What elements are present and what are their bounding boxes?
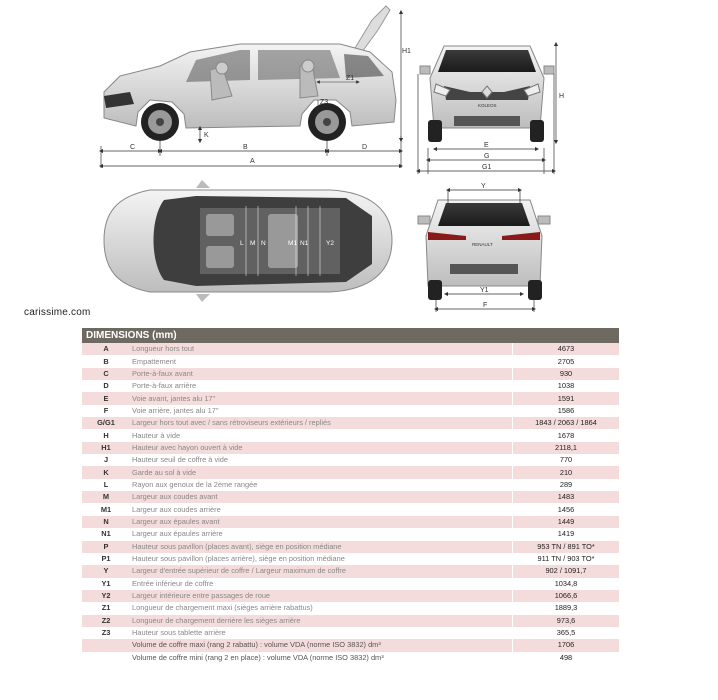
cell-label: Garde au sol à vide: [130, 466, 513, 478]
dim-label-g: G: [484, 153, 490, 160]
cell-code: N: [82, 516, 130, 528]
table-row: [82, 627, 619, 639]
cell-value: 498: [513, 652, 620, 664]
cell-code: M1: [82, 503, 130, 515]
cell-label: Porte-à-faux arrière: [130, 380, 513, 392]
cell-label: Rayon aux genoux de la 2ème rangée: [130, 479, 513, 491]
cell-value: 1586: [513, 405, 620, 417]
cell-code: Y2: [82, 590, 130, 602]
cell-code: [82, 652, 130, 664]
dim-label-y2: Y2: [326, 240, 334, 247]
dim-label-l: L: [240, 240, 244, 247]
table-row: [82, 429, 619, 441]
cell-value: 770: [513, 454, 620, 466]
table-row: [82, 442, 619, 454]
cell-code: L: [82, 479, 130, 491]
dim-label-m: M: [250, 240, 256, 247]
cell-value: 4673: [513, 343, 620, 355]
table-row: [82, 368, 619, 380]
dim-label-h: H: [559, 93, 565, 100]
cell-label: Largeur aux coudes arrière: [130, 503, 513, 515]
cell-code: D: [82, 380, 130, 392]
cell-value: 911 TN / 903 TO*: [513, 553, 620, 565]
cell-value: 1449: [513, 516, 620, 528]
cell-label: Largeur aux épaules avant: [130, 516, 513, 528]
cell-label: Volume de coffre mini (rang 2 en place) : volume VDA (norme ISO 3832) dm³: [130, 652, 513, 664]
cell-value: 2118,1: [513, 442, 620, 454]
cell-value: 2705: [513, 355, 620, 367]
table-row: [82, 516, 619, 528]
table-row: [82, 639, 619, 651]
cell-label: Longueur de chargement maxi (sièges arrière rabattus): [130, 602, 513, 614]
rear-view-car: [418, 200, 550, 300]
cell-label: Largeur aux épaules arrière: [130, 528, 513, 540]
table-row: [82, 343, 619, 355]
table-row: [82, 602, 619, 614]
cell-label: Largeur d'entrée supérieur de coffre / Largeur maximum de coffre: [130, 565, 513, 577]
cell-value: 1706: [513, 639, 620, 651]
rear-badge: RENAULT: [472, 242, 493, 247]
cell-label: Longueur hors tout: [130, 343, 513, 355]
cell-label: Empattement: [130, 355, 513, 367]
dim-label-y: Y: [481, 183, 486, 190]
cell-value: 1456: [513, 503, 620, 515]
cell-code: P: [82, 541, 130, 553]
cell-label: Entrée inférieur de coffre: [130, 578, 513, 590]
cell-value: 902 / 1091,7: [513, 565, 620, 577]
dim-label-c: C: [130, 144, 136, 151]
cell-value: 1038: [513, 380, 620, 392]
table-row: [82, 454, 619, 466]
cell-label: Hauteur seuil de coffre à vide: [130, 454, 513, 466]
side-view-car: [104, 6, 396, 141]
top-view-car: [104, 180, 392, 302]
cell-code: Z3: [82, 627, 130, 639]
vehicle-diagrams: [0, 0, 718, 320]
table-row: [82, 392, 619, 404]
cell-label: Hauteur sous pavillon (places arrière), siège en position médiane: [130, 553, 513, 565]
table-row: [82, 553, 619, 565]
table-row: [82, 380, 619, 392]
cell-value: 1678: [513, 429, 620, 441]
table-row: [82, 565, 619, 577]
front-badge: KOLEOS: [478, 103, 497, 108]
dim-label-d: D: [362, 144, 368, 151]
table-row: [82, 503, 619, 515]
cell-label: Voie avant, jantes alu 17'': [130, 392, 513, 404]
cell-value: 1066,6: [513, 590, 620, 602]
cell-label: Hauteur avec hayon ouvert à vide: [130, 442, 513, 454]
table-row: [82, 578, 619, 590]
cell-label: Largeur hors tout avec / sans rétroviseurs extérieurs / repliés: [130, 417, 513, 429]
cell-value: 953 TN / 891 TO*: [513, 541, 620, 553]
cell-code: P1: [82, 553, 130, 565]
cell-code: Z1: [82, 602, 130, 614]
table-row: [82, 355, 619, 367]
cell-code: Z2: [82, 615, 130, 627]
dim-label-b: B: [243, 144, 248, 151]
cell-value: 365,5: [513, 627, 620, 639]
table-row: [82, 541, 619, 553]
cell-label: Largeur aux coudes avant: [130, 491, 513, 503]
cell-value: 1843 / 2063 / 1864: [513, 417, 620, 429]
dim-label-g1: G1: [482, 164, 492, 171]
dim-label-z1: Z1: [346, 75, 355, 82]
cell-value: 1889,3: [513, 602, 620, 614]
cell-code: G/G1: [82, 417, 130, 429]
dimensions-table: [82, 328, 619, 664]
dim-label-m1: M1: [288, 240, 298, 247]
front-view-car: [420, 46, 554, 142]
table-body: [82, 343, 619, 664]
table-row: [82, 615, 619, 627]
cell-code: M: [82, 491, 130, 503]
cell-label: Hauteur à vide: [130, 429, 513, 441]
dim-label-e: E: [484, 142, 489, 149]
cell-value: 973,6: [513, 615, 620, 627]
cell-label: Voie arrière, jantes alu 17'': [130, 405, 513, 417]
cell-value: 1034,8: [513, 578, 620, 590]
dim-label-a: A: [250, 158, 255, 165]
watermark: carissime.com: [24, 307, 91, 318]
table-row: [82, 405, 619, 417]
cell-code: J: [82, 454, 130, 466]
cell-value: 1483: [513, 491, 620, 503]
cell-code: H: [82, 429, 130, 441]
dim-label-n1: N1: [300, 240, 309, 247]
table-row: [82, 479, 619, 491]
dim-label-n: N: [261, 240, 266, 247]
table-row: [82, 590, 619, 602]
table-row: [82, 528, 619, 540]
cell-code: N1: [82, 528, 130, 540]
cell-value: 1591: [513, 392, 620, 404]
table-row: [82, 652, 619, 664]
dim-label-k: K: [204, 132, 209, 139]
dim-label-y1: Y1: [480, 287, 489, 294]
cell-value: 1419: [513, 528, 620, 540]
dim-label-h1: H1: [402, 48, 411, 55]
cell-code: H1: [82, 442, 130, 454]
dim-label-z3: Z3: [320, 99, 329, 106]
cell-label: Porte-à-faux avant: [130, 368, 513, 380]
cell-code: C: [82, 368, 130, 380]
table-title: DIMENSIONS (mm): [82, 328, 619, 343]
table-row: [82, 466, 619, 478]
cell-code: Y1: [82, 578, 130, 590]
cell-value: 210: [513, 466, 620, 478]
cell-label: Longueur de chargement derrière les sièges arrière: [130, 615, 513, 627]
cell-code: K: [82, 466, 130, 478]
cell-code: B: [82, 355, 130, 367]
cell-code: [82, 639, 130, 651]
cell-value: 289: [513, 479, 620, 491]
cell-code: E: [82, 392, 130, 404]
cell-label: Volume de coffre maxi (rang 2 rabattu) : volume VDA (norme ISO 3832) dm³: [130, 639, 513, 651]
cell-code: A: [82, 343, 130, 355]
cell-label: Largeur intérieure entre passages de roue: [130, 590, 513, 602]
cell-value: 930: [513, 368, 620, 380]
table-row: [82, 491, 619, 503]
cell-code: Y: [82, 565, 130, 577]
table-row: [82, 417, 619, 429]
dim-label-f: F: [483, 302, 488, 309]
cell-label: Hauteur sous pavillon (places avant), siège en position médiane: [130, 541, 513, 553]
cell-label: Hauteur sous tablette arrière: [130, 627, 513, 639]
cell-code: F: [82, 405, 130, 417]
